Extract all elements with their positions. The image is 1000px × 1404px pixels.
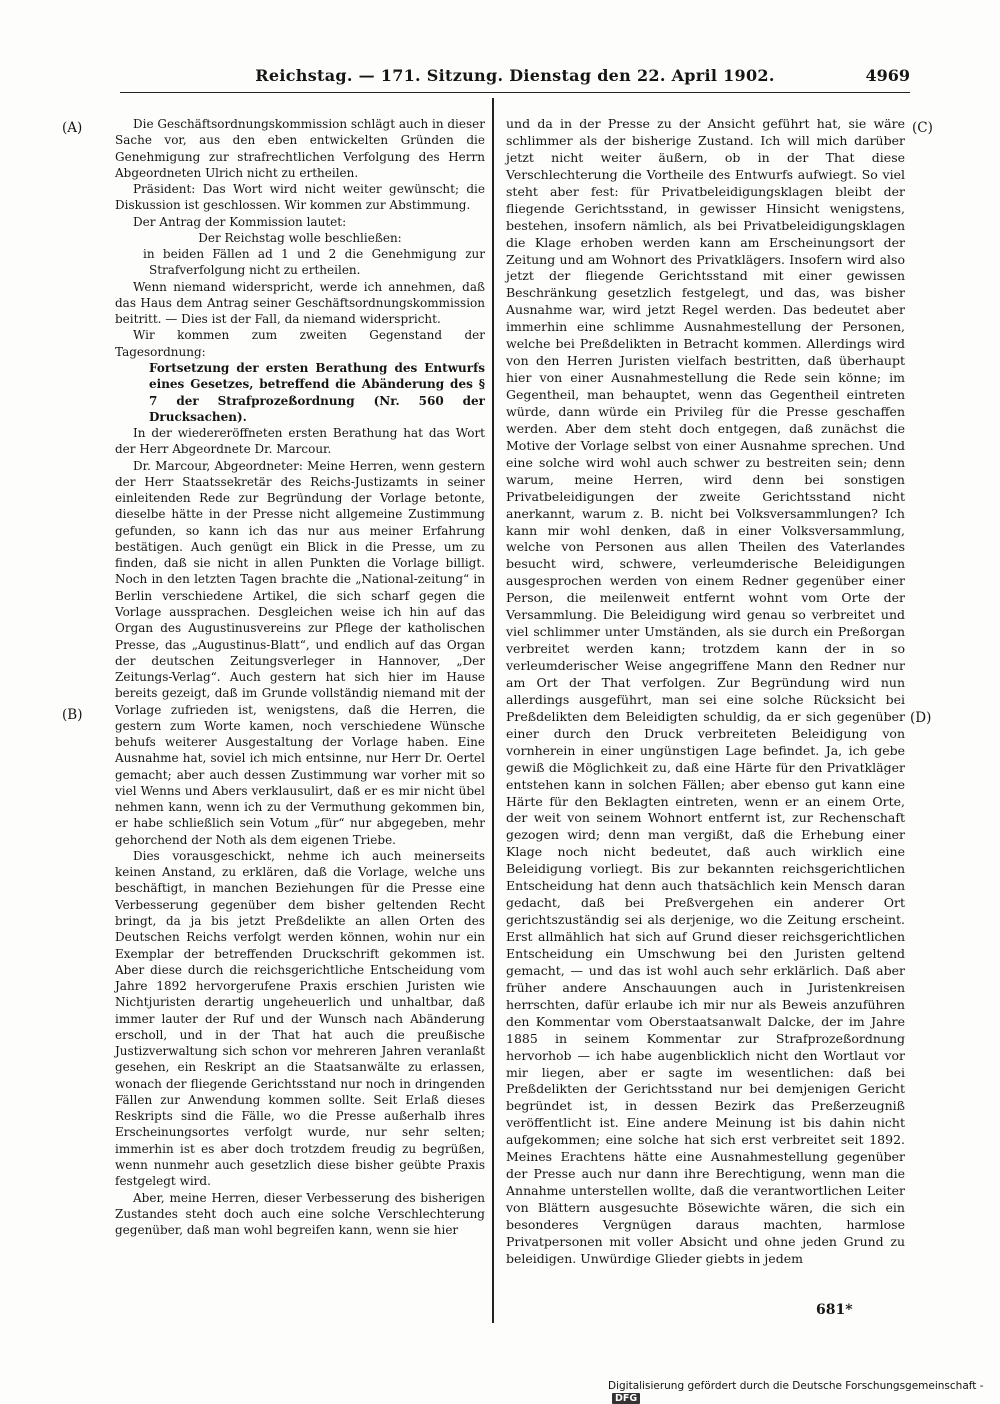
paragraph: Die Geschäftsordnungskommission schlägt auch in dieser Sache vor, aus den eben entwickelten Gründen die Genehmigung zur strafrechtlichen Verfolgung des Herrn Abgeordneten Ulrich nicht zu ertheilen.	[115, 117, 485, 180]
signature-mark: 681*	[816, 1302, 853, 1318]
paragraph: In der wiedereröffneten ersten Berathung hat das Wort der Herr Abgeordnete Dr. Marcour.	[115, 426, 485, 457]
margin-marker-d: (D)	[910, 710, 932, 726]
running-header	[120, 66, 910, 93]
right-column	[506, 116, 905, 1268]
header-title: Reichstag. — 171. Sitzung. Dienstag den 22. April 1902.	[255, 66, 775, 85]
paragraph: Präsident: Das Wort wird nicht weiter gewünscht; die Diskussion ist geschlossen. Wir kommen zur Abstimmung.	[115, 182, 485, 213]
margin-marker-a: (A)	[62, 120, 83, 136]
motion-heading: Der Reichstag wolle beschließen:	[198, 230, 402, 245]
column-divider	[492, 98, 494, 1323]
left-column	[115, 116, 485, 1238]
paragraph: und da in der Presse zu der Ansicht geführt hat, sie wäre schlimmer als der bisherige Zustand. Ich will mich darüber jetzt nicht weiter äußern, ob in der That diese Verschlechterung die Vortheile des Entwurfs aufwiegt. So viel steht aber fest: für Privatbeleidigungsklagen bleibt der fliegende Gerichtsstand, in gewisser Hinsicht wenigstens, bestehen, insofern nämlich, als bei Privatbeleidigungsklagen die Klage erhoben werden kann am Erscheinungsort der Zeitung und am Wohnort des Privatklägers. Insofern wird also jetzt der fliegende Gerichtsstand mit einer gewissen Beschränkung gesetzlich festgelegt, und das, was bisher Ausnahme war, wird jetzt Regel werden. Das bedeutet aber immerhin eine schlimme Ausnahmestellung der Personen, welche bei Preßdelikten in Betracht kommen. Allerdings wird von den Herren Juristen vielfach bestritten, daß überhaupt hier von einer Ausnahmestellung die Rede sein könne; im Gegentheil, man behauptet, wenn das Gegentheil eintreten würde, dann würde ein Privileg für die Presse geschaffen werden. Aber dem steht doch entgegen, daß zunächst die Motive der Vorlage selbst von einer Ausnahme sprechen. Und eine solche wird wohl auch schwer zu bestreiten sein; denn warum, meine Herren, wird denn bei sonstigen Privatbeleidigungen der zweite Gerichtsstand nicht anerkannt, warum z. B. nicht bei Volksversammlungen? Ich kann mir wohl denken, daß in einer Volksversammlung, welche von Personen aus allen Theilen des Vaterlandes besucht wird, schwere, verleumderische Beleidigungen ausgesprochen werden von einem Redner gegenüber einer Person, die meilenweit entfernt wohnt vom Orte der Versammlung. Die Beleidigung wird genau so verbreitet und viel schlimmer unter Umständen, als sie durch ein Preßorgan verbreitet werden kann; trotzdem kann der in so verleumderischer Weise angegriffene Mann den Redner nur am Ort der That verfolgen. Zur Begründung wird nun allerdings ausgeführt, man sei eine solche Rücksicht bei Preßdelikten dem Beleidigten schuldig, da er sich gegenüber einer durch den Druck verbreiteten Beleidigung von vornherein in einer ungünstigen Lage befindet. Ja, ich gebe gewiß die Möglichkeit zu, daß eine Härte für den Privatkläger entstehen kann in solchen Fällen; aber ebenso gut kann eine Härte für den Beklagten eintreten, wenn er an einem Orte, der weit von seinem Wohnort entfernt ist, zur Rechenschaft gezogen wird; denn man vergißt, daß die Erhebung einer Klage noch nicht bedeutet, daß auch wirklich eine Beleidigung vorliegt. Bis zur bekannten reichsgerichtlichen Entscheidung hat denn auch thatsächlich kein Mensch daran gedacht, daß bei Preßvergehen ein anderer Ort gerichtszuständig sei als derjenige, wo die Zeitung erscheint. Erst allmählich hat sich auf Grund dieser reichsgerichtlichen Entscheidung ein Umschwung bei den Juristen geltend gemacht, — und das ist wohl auch sehr erklärlich. Daß aber früher andere Anschauungen auch in Juristenkreisen herrschten, dafür erlaube ich mir nur als Beweis anzuführen den Kommentar vom Oberstaatsanwalt Dalcke, der im Jahre 1885 in seinem Kommentar zur Strafprozeßordnung hervorhob — ich habe augenblicklich nicht den Wortlaut vor mir liegen, aber er sagte im wesentlichen: daß bei Preßdelikten der Gerichtsstand nur bei demjenigen Gericht begründet ist, in dessen Bezirk das Preßerzeugniß veröffentlicht ist. Eine andere Meinung ist bis dahin nicht aufgekommen; eine solche hat sich erst verbreitet seit 1892. Meines Erachtens hätte eine Ausnahmestellung gegenüber der Presse auch nur dann ihre Berechtigung, wenn man die Annahme unterstellen wollte, daß die verantwortlichen Leiter von Blättern ausgesuchte Bösewichte wären, die sich ein besonderes Vergnügen daraus machten, harmlose Privatpersonen mit voller Absicht und ohne jeden Grund zu beleidigen. Unwürdige Glieder giebts in jedem	[506, 116, 905, 1266]
agenda-item: Fortsetzung der ersten Berathung des Entwurfs eines Gesetzes, betreffend die Abänderung des § 7 der Strafprozeßordnung (Nr. 560 der Drucksachen).	[149, 360, 485, 424]
page-number: 4969	[865, 66, 910, 85]
footer	[608, 1380, 1000, 1404]
paragraph: Der Antrag der Kommission lautet:	[133, 214, 347, 229]
paragraph: Dies vorausgeschickt, nehme ich auch meinerseits keinen Anstand, zu erklären, daß die Vorlage, welche uns beschäftigt, in manchen Beziehungen für die Presse eine Verbesserung gegenüber dem bisher geltenden Recht bringt, da ja bis jetzt Preßdelikte an allen Orten des Deutschen Reichs verfolgt werden können, wohin nur ein Exemplar der betreffenden Druckschrift gekommen ist. Aber diese durch die reichsgerichtliche Entscheidung vom Jahre 1892 hervorgerufene Praxis erschien Juristen wie Nichtjuristen derartig ungeheuerlich und unhaltbar, daß immer lauter der Ruf und der Wunsch nach Abänderung erscholl, und in der That hat auch die preußische Justizverwaltung sich schon vor mehreren Jahren veranlaßt gesehen, ein Reskript an die Staatsanwälte zu erlassen, wonach der fliegende Gerichtsstand nur noch in dringenden Fällen zur Anwendung kommen sollte. Seit Erlaß dieses Reskripts sind die Fälle, wo die Presse außerhalb ihres Erscheinungsortes verfolgt wurde, nur sehr selten; immerhin ist es aber doch trotzdem freudig zu begrüßen, wenn nunmehr auch gesetzlich diese bisher geübte Praxis festgelegt wird.	[115, 848, 485, 1189]
margin-marker-b: (B)	[62, 707, 83, 723]
paragraph: Wenn niemand widerspricht, werde ich annehmen, daß das Haus dem Antrag seiner Geschäftsordnungskommission beitritt. — Dies ist der Fall, da niemand widerspricht.	[115, 279, 485, 327]
motion-text: in beiden Fällen ad 1 und 2 die Genehmigung zur Strafverfolgung nicht zu ertheilen.	[143, 247, 485, 278]
footer-text: Digitalisierung gefördert durch die Deutsche Forschungsgemeinschaft -	[608, 1380, 984, 1392]
margin-marker-c: (C)	[912, 120, 933, 136]
paragraph: Aber, meine Herren, dieser Verbesserung des bisherigen Zustandes steht doch auch eine solche Verschlechterung gegenüber, daß man wohl begreifen kann, wenn sie hier	[115, 1190, 485, 1238]
paragraph: Dr. Marcour, Abgeordneter: Meine Herren, wenn gestern der Herr Staatssekretär des Reichs-Justizamts in seiner einleitenden Rede zur Begründung der Vorlage betonte, dieselbe hätte in der Presse nicht allgemeine Zustimmung gefunden, so kann ich das nur aus meiner Erfahrung bestätigen. Auch genügt ein Blick in die Presse, um zu finden, daß sie nicht in allen Punkten die Vorlage billigt. Noch in den letzten Tagen brachte die „National-zeitung“ in Berlin verschiedene Artikel, die sich scharf gegen die Vorlage aussprachen. Desgleichen weise ich hin auf das Organ des Augustinusvereins zur Pflege der katholischen Presse, das „Augustinus-Blatt“, und endlich auf das Organ der deutschen Zeitungsverleger in Hannover, „Der Zeitungs-Verlag“. Auch gestern hat sich hier im Hause bereits gezeigt, daß im Grunde vollständig niemand mit der Vorlage zufrieden ist, wenigstens, daß die Herren, die gestern zum Worte kamen, noch verschiedene Wünsche behufs weiterer Ausgestaltung der Vorlage haben. Eine Ausnahme hat, soviel ich mich entsinne, nur Herr Dr. Oertel gemacht; aber auch dessen Zustimmung war vorher mit so viel Wenns und Abers verklausulirt, daß er es mir nicht übel nehmen kann, wenn ich zu der Vermuthung gekommen bin, er habe schließlich sein Votum „für“ nur abgegeben, mehr gehorchend der Noth als dem eigenen Triebe.	[115, 458, 485, 847]
dfg-logo-icon: DFG	[612, 1393, 640, 1404]
paragraph: Wir kommen zum zweiten Gegenstand der Tagesordnung:	[115, 328, 485, 359]
